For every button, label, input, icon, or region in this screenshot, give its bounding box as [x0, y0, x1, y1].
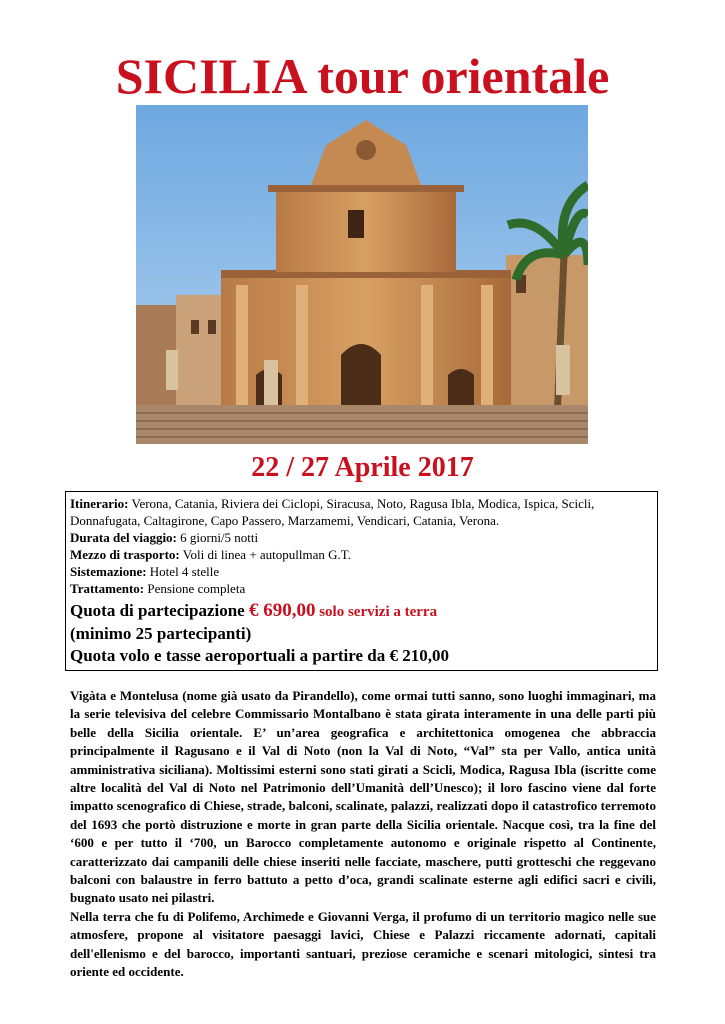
flight-price: Quota volo e tasse aeroportuali a partire da € 210,00	[70, 646, 450, 665]
cathedral-illustration	[136, 105, 588, 444]
description-text	[70, 687, 656, 982]
transport-value: Voli di linea + autopullman G.T.	[179, 547, 352, 562]
price-row	[70, 600, 653, 623]
itinerary-value: Verona, Catania, Riviera dei Ciclopi, Siracusa, Noto, Ragusa Ibla, Modica, Ispica, Scicli, Donnafugata, Caltagirone, Capo Passero, Marzamemi, Vendicari, Catania, Verona.	[70, 496, 595, 528]
itinerary-row	[70, 495, 653, 529]
minimum-participants: (minimo 25 partecipanti)	[70, 624, 252, 643]
duration-value: 6 giorni/5 notti	[176, 530, 259, 545]
accommodation-label: Sistemazione:	[70, 564, 147, 579]
accommodation-value: Hotel 4 stelle	[146, 564, 220, 579]
price-note: solo servizi a terra	[315, 604, 438, 620]
duration-label: Durata del viaggio:	[70, 530, 177, 545]
page-title: SICILIA tour orientale	[115, 48, 610, 104]
board-value: Pensione completa	[144, 581, 246, 596]
board-row	[70, 580, 653, 597]
transport-label: Mezzo di trasporto:	[70, 547, 180, 562]
tour-dates: 22 / 27 Aprile 2017	[251, 452, 474, 483]
duration-row	[70, 529, 653, 546]
board-label: Trattamento:	[70, 581, 145, 596]
price-value: € 690,00	[248, 600, 316, 621]
price-label: Quota di partecipazione	[70, 601, 249, 620]
transport-row	[70, 546, 653, 563]
accommodation-row	[70, 563, 653, 580]
trip-info-box	[65, 491, 658, 671]
itinerary-label: Itinerario:	[70, 496, 129, 511]
description-paragraph-1: Vigàta e Montelusa (nome già usato da Pirandello), come ormai tutti sanno, sono luoghi immaginari, ma la serie televisiva del celebre Commissario Montalbano è stata girata interamente in una delle parti più belle della Sicilia orientale. E’ un’area geografica e architettonica omogenea che abbraccia principalmente il Ragusano e il Val di Noto (non la Val di Noto, “Val” sta per Vallo, antica unità amministrativa siciliana). Moltissimi esterni sono stati girati a Scicli, Modica, Ragusa Ibla (iscritte come altre località del Val di Noto nel Patrimonio dell’Umanità dell’Unesco); il loro fascino viene dal forte impatto scenografico di Chiese, strade, balconi, scalinate, palazzi, realizzati dopo il catastrofico terremoto del 1693 che portò distruzione e morte in gran parte della Sicilia orientale. Nacque così, tra la fine del ‘600 e per tutto il ‘700, un Barocco completamente autonomo e originale rispetto al Continente, caratterizzato dai campanili delle chiese inseriti nelle facciate, maschere, putti grotteschi che reggevano balconi con balaustre in ferro battuto a petto d’oca, grandi scalinate esterne agli edifici sacri e civili, bugnato usato nei pilastri.	[70, 688, 656, 906]
cathedral-photo	[136, 105, 588, 444]
description-paragraph-2: Nella terra che fu di Polifemo, Archimede e Giovanni Verga, il profumo di un territorio magico nelle sue atmosfere, propone al visitatore paesaggi lavici, Chiese e Palazzi riccamente adornati, capitali dell'ellenismo e del barocco, importanti santuari, preziose ceramiche e scenari mitologici, sintesi tra oriente ed occidente.	[70, 908, 656, 980]
